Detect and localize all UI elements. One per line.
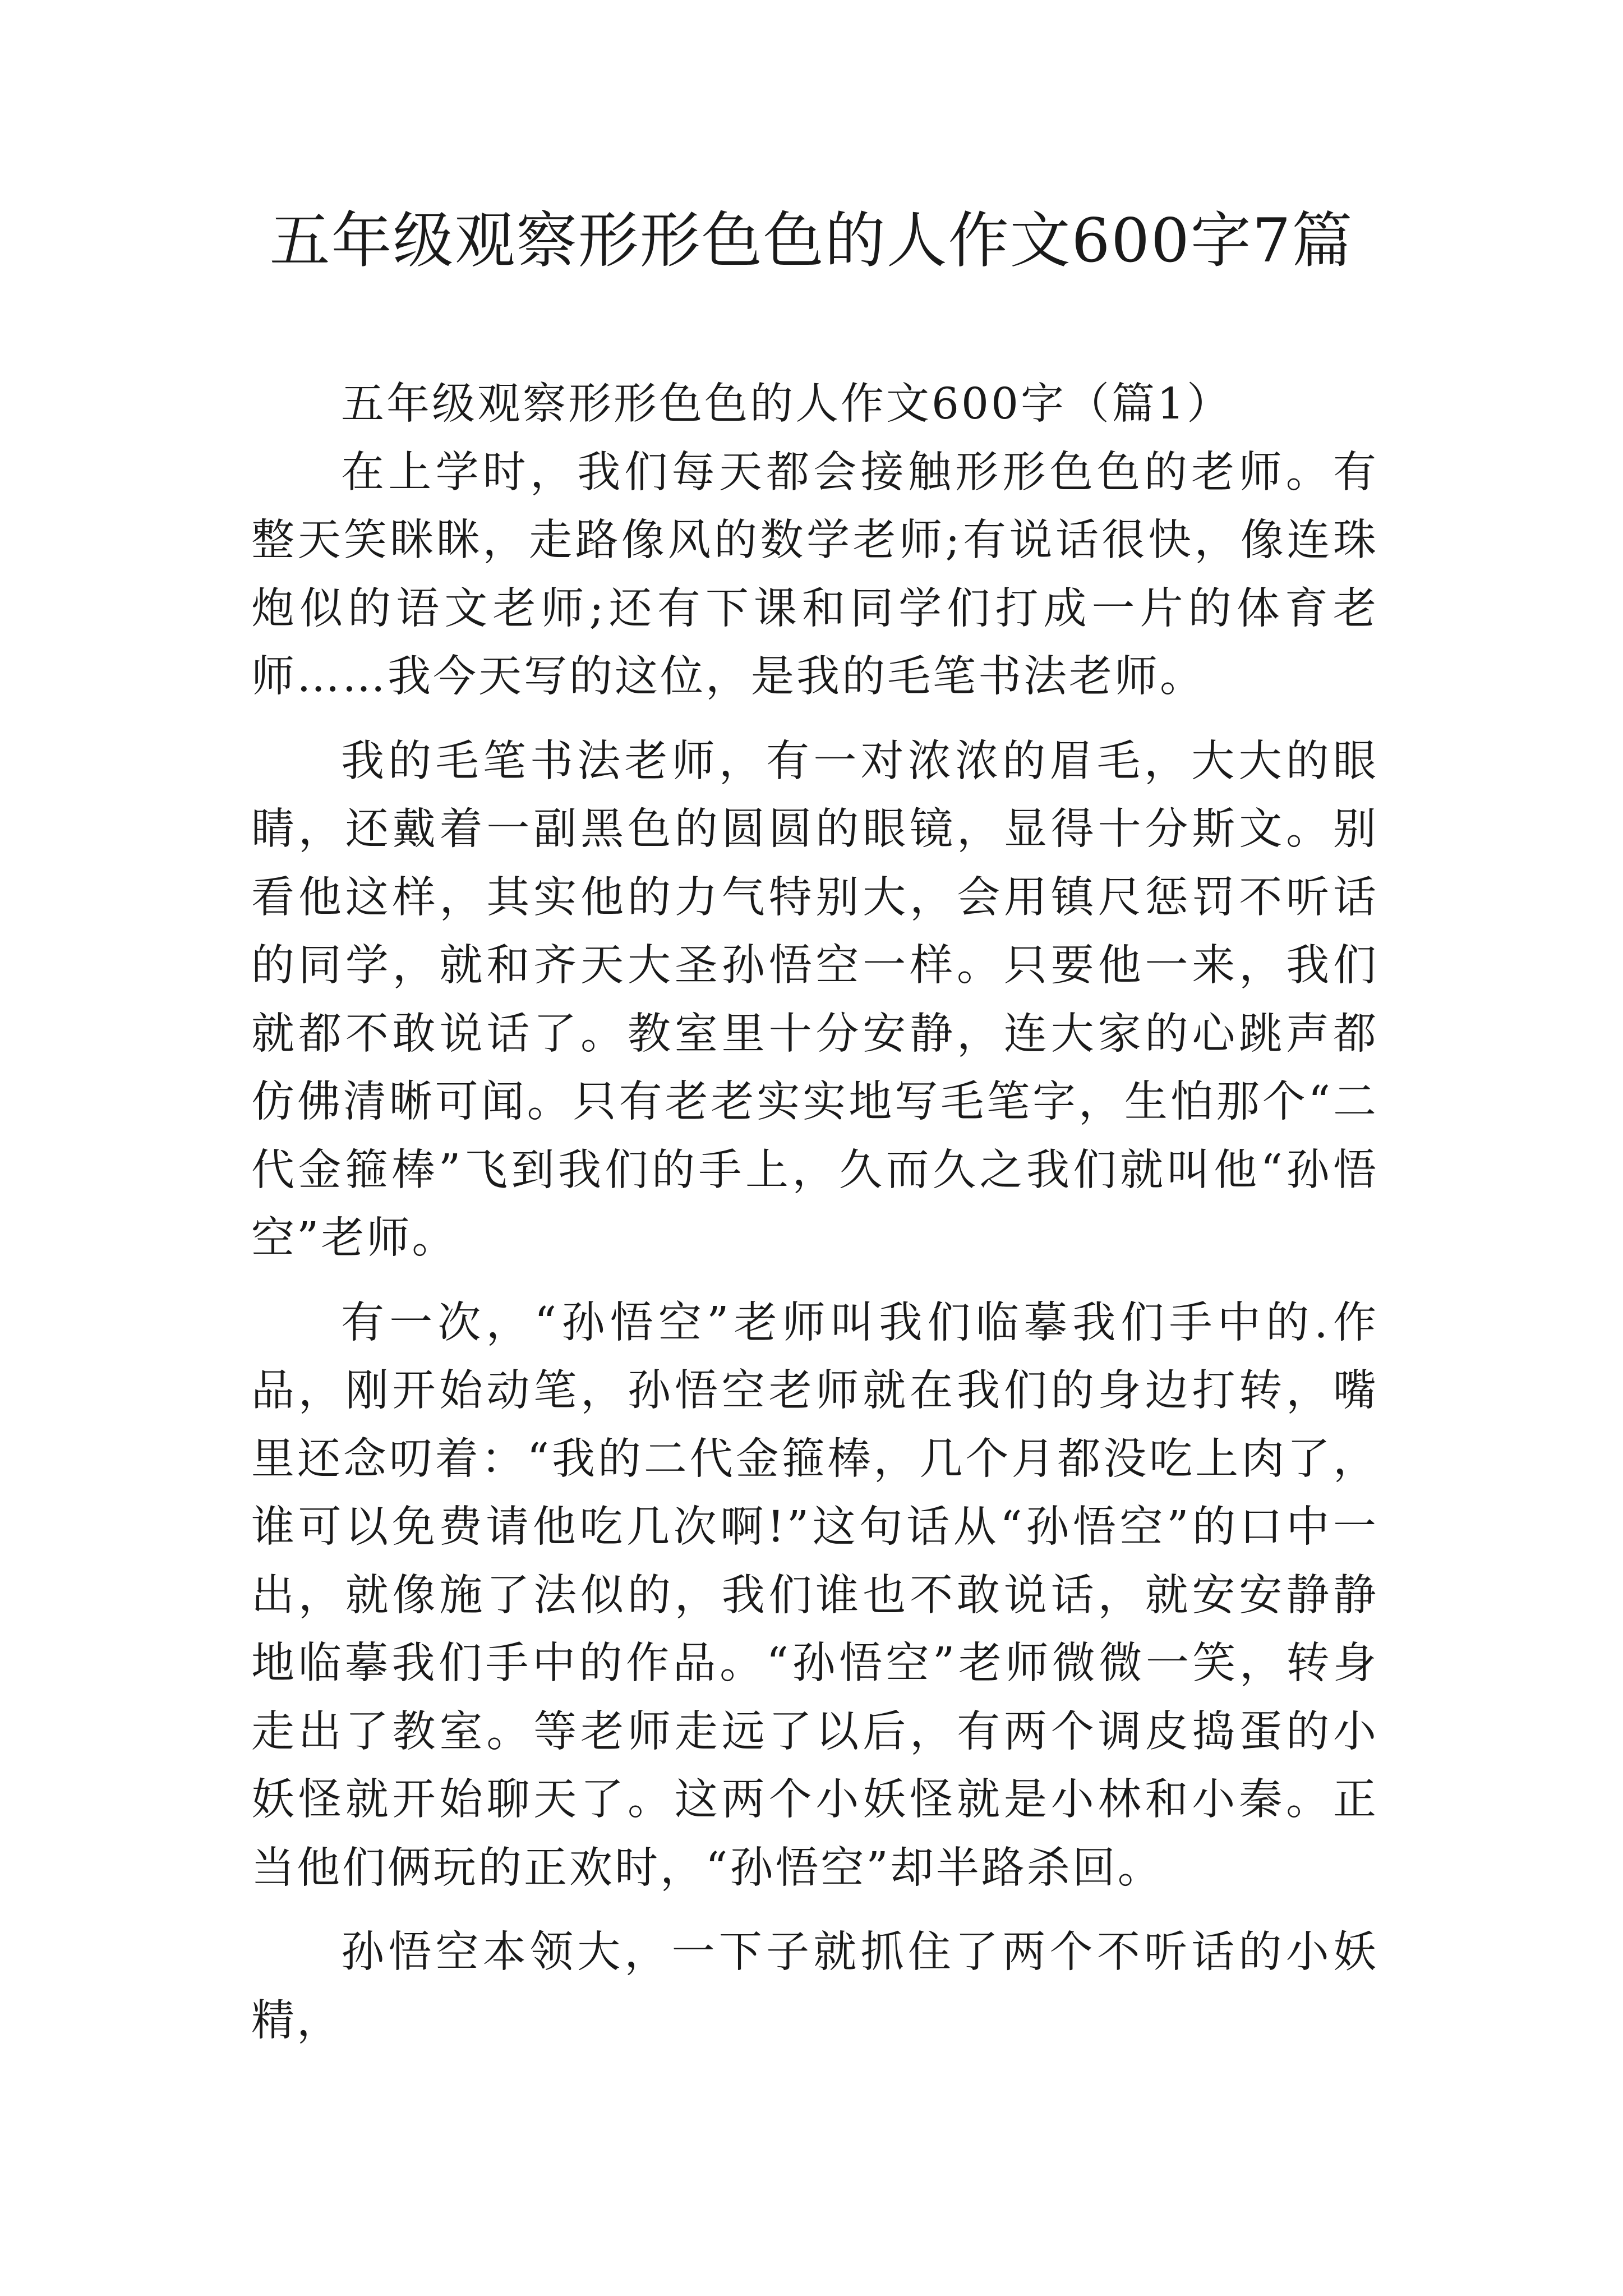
section-heading: 五年级观察形形色色的人作文600字（篇1）	[341, 379, 1232, 429]
paragraph: 在上学时，我们每天都会接触形形色色的老师。有整天笑眯眯，走路像风的数学老师;有说话很快，像连珠炮似的语文老师;还有下课和同学们打成一片的体育老师……我今天写的这位，是我的毛笔书法老师。	[251, 447, 1378, 702]
paragraph: 孙悟空本领大，一下子就抓住了两个不听话的小妖精，	[251, 1927, 1378, 2046]
document-title: 五年级观察形形色色的人作文600字7篇	[269, 206, 1354, 276]
paragraph: 我的毛笔书法老师，有一对浓浓的眉毛，大大的眼睛，还戴着一副黑色的圆圆的眼镜，显得十分斯文。别看他这样，其实他的力气特别大，会用镇尺惩罚不听话的同学，就和齐天大圣孙悟空一样。只要他一来，我们就都不敢说话了。教室里十分安静，连大家的心跳声都仿佛清晰可闻。只有老老实实地写毛笔字，生怕那个“二代金箍棒”飞到我们的手上，久而久之我们就叫他“孙悟空”老师。	[251, 736, 1378, 1263]
document-body	[251, 370, 1378, 2071]
paragraph: 有一次，“孙悟空”老师叫我们临摹我们手中的.作品，刚开始动笔，孙悟空老师就在我们的身边打转，嘴里还念叨着：“我的二代金箍棒，几个月都没吃上肉了，谁可以免费请他吃几次啊!”这句话从“孙悟空”的口中一出，就像施了法似的，我们谁也不敢说话，就安安静静地临摹我们手中的作品。“孙悟空”老师微微一笑，转身走出了教室。等老师走远了以后，有两个调皮捣蛋的小妖怪就开始聊天了。这两个小妖怪就是小林和小秦。正当他们俩玩的正欢时，“孙悟空”却半路杀回。	[251, 1297, 1378, 1893]
